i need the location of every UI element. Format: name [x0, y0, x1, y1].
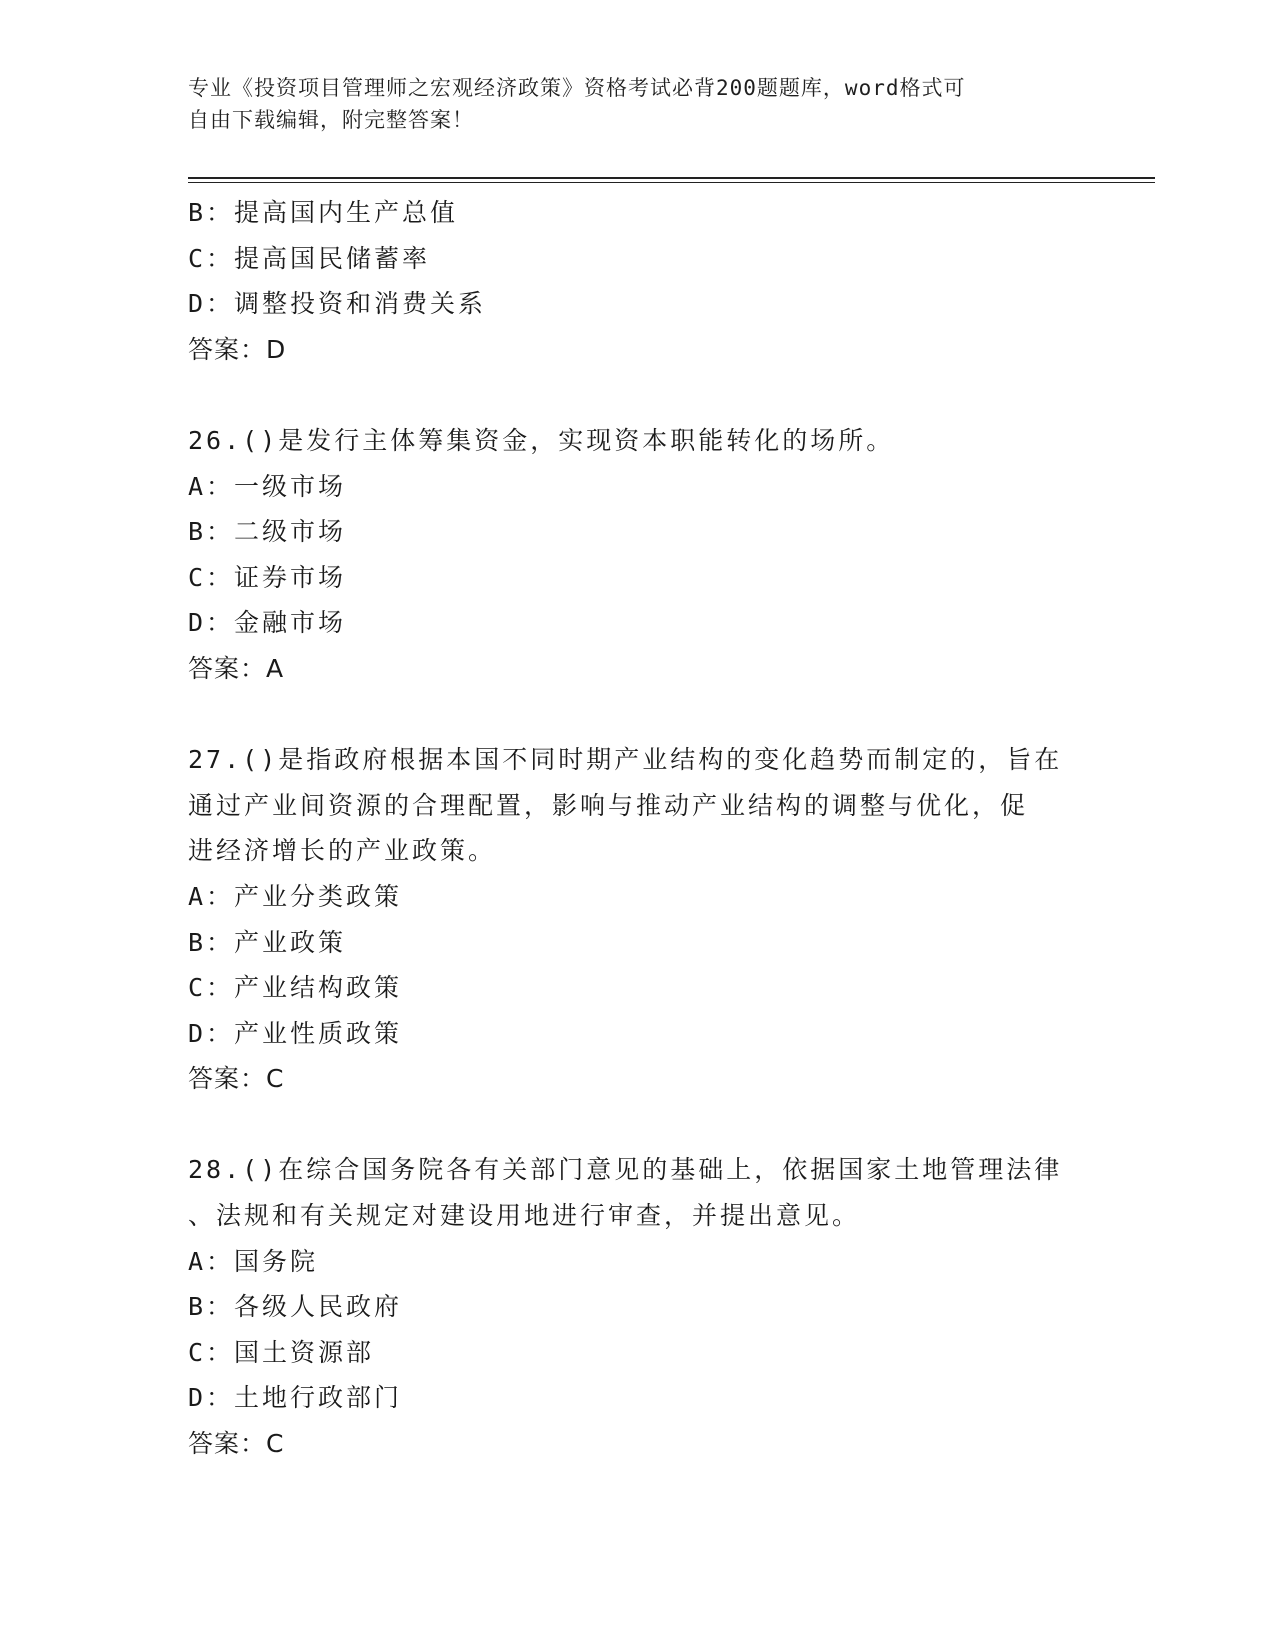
option-b: B：产业政策: [188, 927, 347, 957]
option-d: D：产业性质政策: [188, 1018, 403, 1048]
option-c: C：国土资源部: [188, 1337, 375, 1367]
option-c: C：证券市场: [188, 562, 347, 592]
question-text-line-3: 进经济增长的产业政策。: [188, 836, 497, 866]
answer-value: C: [266, 1429, 285, 1459]
question-block-28: [188, 1147, 1088, 1466]
spacer: [188, 692, 1088, 738]
answer-line: [188, 327, 1088, 373]
option-a: A：产业分类政策: [188, 881, 403, 911]
answer-value: D: [266, 334, 287, 364]
header-line-2: 自由下载编辑，附完整答案！: [188, 108, 474, 132]
answer-label: 答案：: [188, 1064, 267, 1094]
answer-line: [188, 1056, 1088, 1102]
question-block-27: [188, 737, 1088, 1102]
page-header: [188, 72, 1088, 136]
option-a: A：一级市场: [188, 471, 347, 501]
question-text-line-1: 27.()是指政府根据本国不同时期产业结构的变化趋势而制定的，旨在: [188, 745, 1063, 775]
question-text-line-2: 、法规和有关规定对建设用地进行审查，并提出意见。: [188, 1201, 861, 1231]
question-block-26: [188, 418, 1088, 692]
option-b: B：提高国内生产总值: [188, 198, 459, 227]
question-list: [188, 190, 1088, 1467]
option-d: D：调整投资和消费关系: [188, 289, 487, 319]
answer-line: [188, 646, 1088, 692]
option-b: B：各级人民政府: [188, 1292, 403, 1322]
answer-label: 答案：: [188, 653, 267, 683]
answer-value: C: [266, 1064, 285, 1094]
option-d: D：土地行政部门: [188, 1383, 403, 1413]
question-block-prev: [188, 190, 1088, 372]
question-text: 26.()是发行主体筹集资金，实现资本职能转化的场所。: [188, 425, 895, 455]
header-divider-thick: [188, 177, 1155, 179]
option-c: C：产业结构政策: [188, 973, 403, 1003]
answer-value: A: [266, 653, 285, 683]
question-text-line-2: 通过产业间资源的合理配置，影响与推动产业结构的调整与优化，促: [188, 790, 1029, 820]
option-c: C：提高国民储蓄率: [188, 243, 431, 273]
option-a: A：国务院: [188, 1246, 319, 1276]
header-line-1: 专业《投资项目管理师之宏观经济政策》资格考试必背200题题库，word格式可: [188, 76, 966, 100]
answer-label: 答案：: [188, 334, 267, 364]
answer-line: [188, 1421, 1088, 1467]
question-text-line-1: 28.()在综合国务院各有关部门意见的基础上，依据国家土地管理法律: [188, 1155, 1063, 1185]
spacer: [188, 1102, 1088, 1148]
option-b: B：二级市场: [188, 517, 347, 547]
option-d: D：金融市场: [188, 608, 347, 638]
spacer: [188, 372, 1088, 418]
answer-label: 答案：: [188, 1429, 267, 1459]
header-divider-thin: [188, 182, 1155, 183]
